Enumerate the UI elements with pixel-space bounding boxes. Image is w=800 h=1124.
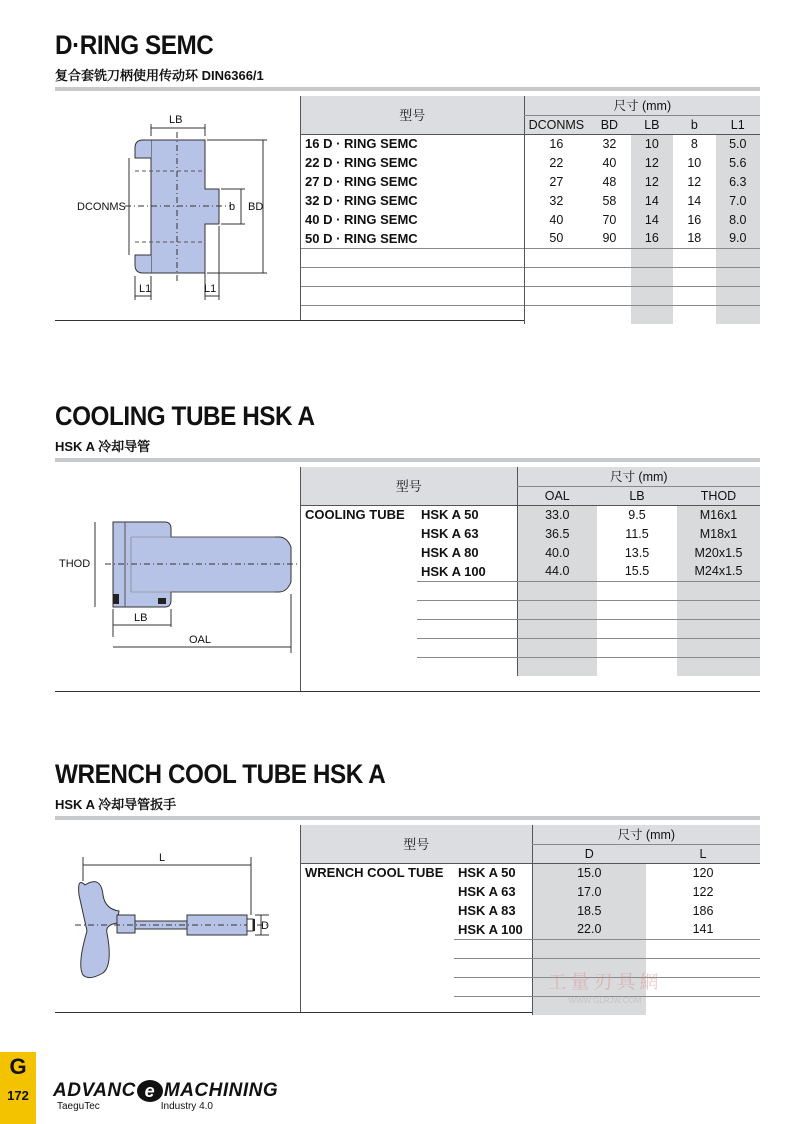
cooling-tube-table: [301, 467, 760, 676]
cell: 14: [631, 210, 673, 229]
cell: 16: [673, 210, 715, 229]
wrench-drawing: [55, 825, 301, 1012]
label-l1-right: L1: [204, 283, 217, 295]
header-dims: 尺寸 (mm): [524, 96, 760, 115]
row-model: HSK A 50: [458, 865, 516, 881]
label-b: b: [229, 201, 236, 213]
watermark-url: WWW.GLRJW.COM: [568, 996, 642, 1005]
cell: 33.0: [517, 505, 597, 524]
table-row: [301, 172, 760, 191]
cell: 48: [588, 172, 631, 191]
table-row: [301, 134, 760, 153]
header-model: 型号: [301, 96, 524, 134]
empty-row: [301, 638, 760, 657]
empty-row: [301, 657, 760, 676]
cell: 8: [673, 134, 715, 153]
d-ring-diagram: [55, 96, 301, 321]
chapter-letter: G: [9, 1054, 27, 1079]
cell: 11.5: [597, 524, 677, 543]
table-row: [301, 153, 760, 172]
col-l1: L1: [716, 115, 760, 134]
col-oal: OAL: [517, 486, 597, 505]
cell: 44.0: [517, 562, 597, 581]
section-subtitle: 复合套铣刀柄使用传动环 DIN6366/1: [55, 68, 264, 83]
row-model: 22 D · RING SEMC: [305, 155, 418, 170]
cell: 27: [524, 172, 588, 191]
label-l1-left: L1: [139, 283, 152, 295]
cell: 15.0: [532, 863, 646, 882]
cell: 122: [646, 882, 760, 901]
label-l: L: [159, 852, 166, 864]
row-model: 32 D · RING SEMC: [305, 193, 418, 208]
section-rule: [55, 87, 760, 91]
d-ring-drawing: [55, 96, 301, 320]
col-d: D: [532, 844, 646, 863]
cell: 8.0: [716, 210, 760, 229]
watermark-text: 工量刃具網: [547, 972, 663, 993]
brand-logo: [53, 1080, 278, 1112]
cell: 12: [673, 172, 715, 191]
row-model: HSK A 100: [454, 920, 532, 939]
row-model: HSK A 63: [458, 884, 516, 899]
cell: 10: [673, 153, 715, 172]
row-model: HSK A 80: [421, 545, 479, 560]
col-lb: LB: [631, 115, 673, 134]
cooling-tube-diagram: [55, 467, 301, 692]
section-title: D·RING SEMC: [55, 30, 214, 60]
section-title: WRENCH COOL TUBE HSK A: [55, 759, 386, 789]
cell: M24x1.5: [677, 562, 760, 581]
row-model: 50 D · RING SEMC: [305, 230, 418, 246]
cell: 32: [588, 134, 631, 153]
empty-row: [301, 600, 760, 619]
cell: 90: [588, 229, 631, 248]
cell: M18x1: [677, 524, 760, 543]
spec-box: [55, 467, 760, 692]
cell: 16: [524, 134, 588, 153]
cell: M20x1.5: [677, 543, 760, 562]
section-title: COOLING TUBE HSK A: [55, 401, 315, 431]
col-lb: LB: [597, 486, 677, 505]
logo-right: MACHINING: [163, 1080, 279, 1101]
table-row: [301, 882, 760, 901]
table-row: [301, 505, 760, 524]
section-wrench: [55, 759, 760, 937]
row-model: HSK A 50: [421, 507, 479, 523]
cell: 22.0: [532, 920, 646, 939]
logo-tagline: Industry 4.0: [160, 1101, 213, 1112]
section-subtitle: HSK A 冷却导管扳手: [55, 797, 177, 812]
label-lb: LB: [169, 114, 183, 126]
cell: 32: [524, 191, 588, 210]
chapter-tab: [0, 1052, 36, 1124]
col-b: b: [673, 115, 715, 134]
section-rule: [55, 816, 760, 820]
col-l: L: [646, 844, 760, 863]
cell: 18.5: [532, 901, 646, 920]
cell: 10: [631, 134, 673, 153]
section-rule: [55, 458, 760, 462]
header-dims: 尺寸 (mm): [517, 467, 760, 486]
label-thod: THOD: [59, 558, 91, 570]
cell: M16x1: [677, 505, 760, 524]
row-model: 16 D · RING SEMC: [305, 136, 418, 152]
wrench-diagram: [55, 825, 301, 1013]
cell: 14: [631, 191, 673, 210]
row-prefix: WRENCH COOL TUBE: [305, 865, 444, 881]
cell: 40: [588, 153, 631, 172]
d-ring-table: [301, 96, 760, 324]
table-row: [301, 920, 760, 939]
cell: 17.0: [532, 882, 646, 901]
empty-row: [301, 619, 760, 638]
label-lb: LB: [134, 612, 148, 624]
table-row: [301, 543, 760, 562]
cell: 5.0: [716, 134, 760, 153]
cell: 9.5: [597, 505, 677, 524]
cell: 15.5: [597, 562, 677, 581]
table-row: [301, 210, 760, 229]
section-d-ring: [55, 30, 760, 295]
row-model: HSK A 63: [421, 526, 479, 541]
cell: 6.3: [716, 172, 760, 191]
cell: 120: [646, 863, 760, 882]
cell: 186: [646, 901, 760, 920]
cell: 14: [673, 191, 715, 210]
label-dconms: DCONMS: [77, 201, 126, 213]
cell: 22: [524, 153, 588, 172]
cell: 16: [631, 229, 673, 248]
table-row: [301, 562, 760, 581]
cell: 50: [524, 229, 588, 248]
row-model: 40 D · RING SEMC: [305, 212, 418, 227]
cell: 7.0: [716, 191, 760, 210]
page-number: 172: [7, 1088, 29, 1103]
empty-row: [301, 286, 760, 305]
cell: 141: [646, 920, 760, 939]
cell: 12: [631, 172, 673, 191]
cell: 58: [588, 191, 631, 210]
table-row: [301, 863, 760, 882]
col-thod: THOD: [677, 486, 760, 505]
cell: 40: [524, 210, 588, 229]
row-model: HSK A 100: [417, 562, 517, 581]
watermark: [530, 945, 680, 1015]
table-row: [301, 229, 760, 248]
cell: 70: [588, 210, 631, 229]
header-model: 型号: [301, 467, 517, 505]
cell: 18: [673, 229, 715, 248]
header-model: 型号: [301, 825, 532, 863]
cell: 12: [631, 153, 673, 172]
empty-row: [301, 305, 760, 324]
label-bd: BD: [248, 201, 264, 213]
spec-box: [55, 96, 760, 321]
table-row: [301, 524, 760, 543]
cell: 40.0: [517, 543, 597, 562]
logo-left: ADVANC: [53, 1080, 136, 1101]
row-model: 27 D · RING SEMC: [305, 174, 418, 189]
row-prefix: COOLING TUBE: [305, 507, 405, 523]
col-dconms: DCONMS: [524, 115, 588, 134]
empty-row: [301, 248, 760, 267]
section-subtitle: HSK A 冷却导管: [55, 439, 151, 454]
table-row: [301, 191, 760, 210]
row-model: HSK A 83: [458, 903, 516, 918]
label-oal: OAL: [189, 634, 212, 646]
logo-e-icon: e: [137, 1080, 163, 1102]
header-dims: 尺寸 (mm): [532, 825, 760, 844]
cell: 9.0: [716, 229, 760, 248]
empty-row: [301, 581, 760, 600]
table-row: [301, 901, 760, 920]
empty-row: [301, 267, 760, 286]
col-bd: BD: [588, 115, 631, 134]
cell: 5.6: [716, 153, 760, 172]
cell: 36.5: [517, 524, 597, 543]
cooling-tube-drawing: [55, 467, 301, 691]
logo-brand: TaeguTec: [57, 1101, 100, 1112]
section-cooling-tube: [55, 401, 760, 646]
label-d: D: [261, 920, 269, 932]
cell: 13.5: [597, 543, 677, 562]
